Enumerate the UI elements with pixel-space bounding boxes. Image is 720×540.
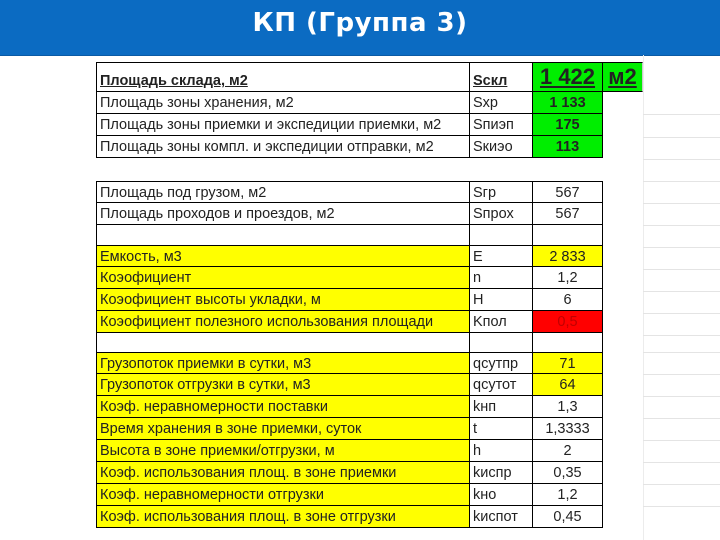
symbol-cell[interactable]: t	[470, 418, 533, 440]
symbol-cell[interactable]: kиспр	[470, 462, 533, 484]
grid-line	[643, 440, 720, 441]
grid-line	[643, 313, 720, 314]
grid-line	[643, 418, 720, 419]
label-cell[interactable]: Коэф. неравномерности отгрузки	[96, 484, 470, 506]
grid-line	[643, 352, 720, 353]
value-cell[interactable]: 2	[533, 440, 603, 462]
symbol-cell[interactable]: n	[470, 267, 533, 289]
total-area-value[interactable]: 1 422	[533, 62, 603, 92]
symbol-cell[interactable]: Sхр	[470, 92, 533, 114]
grid-line	[643, 247, 720, 248]
label-cell[interactable]: Коэофициент высоты укладки, м	[96, 289, 470, 311]
label-cell[interactable]: Время хранения в зоне приемки, суток	[96, 418, 470, 440]
value-cell[interactable]: 567	[533, 181, 603, 203]
value-cell[interactable]: 2 833	[533, 245, 603, 267]
value-cell[interactable]: 175	[533, 114, 603, 136]
symbol-cell[interactable]: kиспот	[470, 506, 533, 528]
symbol-cell[interactable]: H	[470, 289, 533, 311]
value-cell[interactable]: 1,2	[533, 267, 603, 289]
symbol-cell[interactable]: Sкиэо	[470, 136, 533, 158]
grid-line	[643, 225, 720, 226]
symbol-cell[interactable]: h	[470, 440, 533, 462]
grid-line	[643, 203, 720, 204]
grid-line	[643, 484, 720, 485]
value-cell[interactable]: 0,45	[533, 506, 603, 528]
empty-cell[interactable]	[533, 225, 603, 247]
label-cell[interactable]: Коэф. использования площ. в зоне приемки	[96, 462, 470, 484]
grid-line	[643, 374, 720, 375]
symbol-cell[interactable]: E	[470, 245, 533, 267]
label-cell[interactable]: Площадь зоны хранения, м2	[96, 92, 470, 114]
grid-line	[643, 159, 720, 160]
value-cell[interactable]: 6	[533, 289, 603, 311]
value-cell[interactable]: 113	[533, 136, 603, 158]
grid-line	[643, 291, 720, 292]
grid-line	[643, 462, 720, 463]
label-cell[interactable]: Грузопоток отгрузки в сутки, м3	[96, 374, 470, 396]
symbol-cell[interactable]: qсутот	[470, 374, 533, 396]
empty-cell[interactable]	[470, 333, 533, 352]
unit-cell[interactable]: м2	[603, 62, 643, 92]
value-cell[interactable]: 1,3	[533, 396, 603, 418]
page-title: КП (Группа 3)	[252, 8, 468, 38]
symbol-cell[interactable]: kно	[470, 484, 533, 506]
label-cell[interactable]: Коэофициент	[96, 267, 470, 289]
label-cell[interactable]: Коэф. неравномерности поставки	[96, 396, 470, 418]
label-cell[interactable]: Площадь зоны приемки и экспедиции приемки, м2	[96, 114, 470, 136]
label-cell[interactable]: Площадь зоны компл. и экспедиции отправки, м2	[96, 136, 470, 158]
label-cell[interactable]: Грузопоток приемки в сутки, м3	[96, 352, 470, 374]
symbol-cell[interactable]: Sпиэп	[470, 114, 533, 136]
spreadsheet	[0, 55, 720, 540]
value-cell[interactable]: 1,3333	[533, 418, 603, 440]
label-cell[interactable]: Площадь склада, м2	[96, 62, 470, 92]
label-cell[interactable]: Площадь под грузом, м2	[96, 181, 470, 203]
value-cell[interactable]: 1,2	[533, 484, 603, 506]
symbol-cell[interactable]: qсутпр	[470, 352, 533, 374]
grid-line	[643, 181, 720, 182]
grid-line	[643, 269, 720, 270]
grid-line	[643, 137, 720, 138]
label-cell[interactable]: Емкость, м3	[96, 245, 470, 267]
symbol-cell[interactable]: Sскл	[470, 62, 533, 92]
value-cell[interactable]: 567	[533, 203, 603, 225]
grid-line	[643, 396, 720, 397]
symbol-cell[interactable]: Sпрох	[470, 203, 533, 225]
empty-cell[interactable]	[96, 225, 470, 247]
value-cell[interactable]: 64	[533, 374, 603, 396]
empty-cell[interactable]	[96, 333, 470, 352]
symbol-cell[interactable]: Sгр	[470, 181, 533, 203]
label-cell[interactable]: Площадь проходов и проездов, м2	[96, 203, 470, 225]
symbol-cell[interactable]: kнп	[470, 396, 533, 418]
value-cell-highlighted[interactable]: 0,5	[533, 311, 603, 333]
grid-line	[643, 55, 644, 540]
value-cell[interactable]: 1 133	[533, 92, 603, 114]
grid-line	[643, 506, 720, 507]
label-cell[interactable]: Коэофициент полезного использования площади	[96, 311, 470, 333]
empty-cell[interactable]	[470, 225, 533, 247]
grid-line	[643, 335, 720, 336]
empty-cell[interactable]	[533, 333, 603, 352]
grid-line	[643, 114, 720, 115]
value-cell[interactable]: 71	[533, 352, 603, 374]
title-bar	[0, 0, 720, 56]
label-cell[interactable]: Высота в зоне приемки/отгрузки, м	[96, 440, 470, 462]
symbol-cell[interactable]: Kпол	[470, 311, 533, 333]
value-cell[interactable]: 0,35	[533, 462, 603, 484]
label-cell[interactable]: Коэф. использования площ. в зоне отгрузки	[96, 506, 470, 528]
